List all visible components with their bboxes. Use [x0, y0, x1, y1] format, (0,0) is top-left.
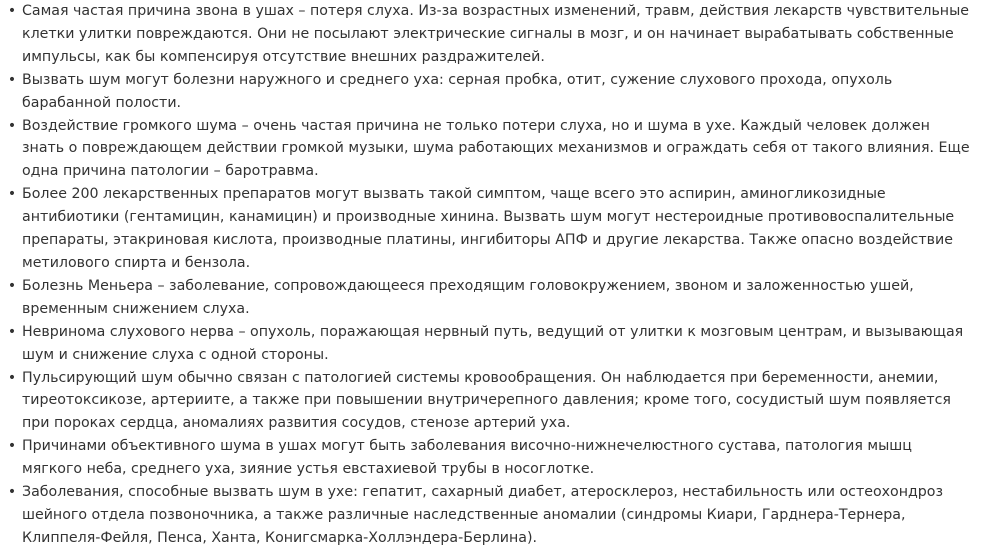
- list-item: [7, 183, 974, 275]
- list-item: [7, 275, 974, 321]
- bullet-icon: •: [7, 323, 17, 340]
- list-item-text: Вызвать шум могут болезни наружного и среднего уха: серная пробка, отит, сужение слухового прохода, опухоль барабанной полости.: [22, 71, 893, 111]
- list-item: [7, 0, 974, 69]
- bullet-icon: •: [7, 484, 17, 501]
- list-item-text: Пульсирующий шум обычно связан с патологией системы кровообращения. Он наблюдается при беременности, анемии, тиреотоксикозе, артериите, а также при повышении внутричерепного давления; кроме того, сосудистый шум появляется при пороках сердца, аномалиях развития сосудов, стенозе артерий уха.: [22, 369, 951, 432]
- list-item-text: Воздействие громкого шума – очень частая причина не только потери слуха, но и шума в ухе. Каждый человек должен знать о повреждающем действии громкой музыки, шума работающих механизмов и ограждать себя от такого влияния. Еще одна причина патологии – баротравма.: [22, 117, 970, 180]
- list-item: [7, 435, 974, 481]
- list-item: [7, 321, 974, 367]
- bullet-icon: •: [7, 71, 17, 88]
- list-item-text: Невринома слухового нерва – опухоль, поражающая нервный путь, ведущий от улитки к мозговым центрам, и вызывающая шум и снижение слуха с одной стороны.: [22, 323, 964, 363]
- bullet-icon: •: [7, 186, 17, 203]
- bullet-icon: •: [7, 277, 17, 294]
- list-item: [7, 69, 974, 115]
- bullet-icon: •: [7, 438, 17, 455]
- list-item-text: Более 200 лекарственных препаратов могут вызвать такой симптом, чаще всего это аспирин, аминогликозидные антибиотики (гентамицин, канамицин) и производные хинина. Вызвать шум могут нестероидные противовоспалительные препараты, этакриновая кислота, производные платины, ингибиторы АПФ и другие лекарства. Также опасно воздействие метилового спирта и бензола.: [22, 186, 955, 271]
- list-item: [7, 481, 974, 550]
- list-item: [7, 115, 974, 184]
- list-item-text: Заболевания, способные вызвать шум в ухе: гепатит, сахарный диабет, атеросклероз, нестабильность или остеохондроз шейного отдела позвоночника, а также различные наследственные аномалии (синдромы Киари, Гарднера-Тернера, Клиппеля-Фейля, Пенса, Ханта, Конигсмарка-Холлэндера-Берлина).: [22, 484, 944, 546]
- bullet-icon: •: [7, 117, 17, 134]
- list-item-text: Самая частая причина звона в ушах – потеря слуха. Из-за возрастных изменений, травм, действия лекарств чувствительные клетки улитки повреждаются. Они не посылают электрические сигналы в мозг, и он начинает вырабатывать собственные импульсы, как бы компенсируя отсутствие внешних раздражителей.: [22, 3, 970, 65]
- list-item-text: Причинами объективного шума в ушах могут быть заболевания височно-нижнечелюстного сустава, патология мышц мягкого неба, среднего уха, зияние устья евстахиевой трубы в носоглотке.: [22, 438, 912, 478]
- bullet-icon: •: [7, 369, 17, 386]
- causes-list: [7, 0, 974, 550]
- list-item: [7, 367, 974, 436]
- bullet-icon: •: [7, 3, 17, 19]
- list-item-text: Болезнь Меньера – заболевание, сопровождающееся преходящим головокружением, звоном и заложенностью ушей, временным снижением слуха.: [22, 277, 914, 317]
